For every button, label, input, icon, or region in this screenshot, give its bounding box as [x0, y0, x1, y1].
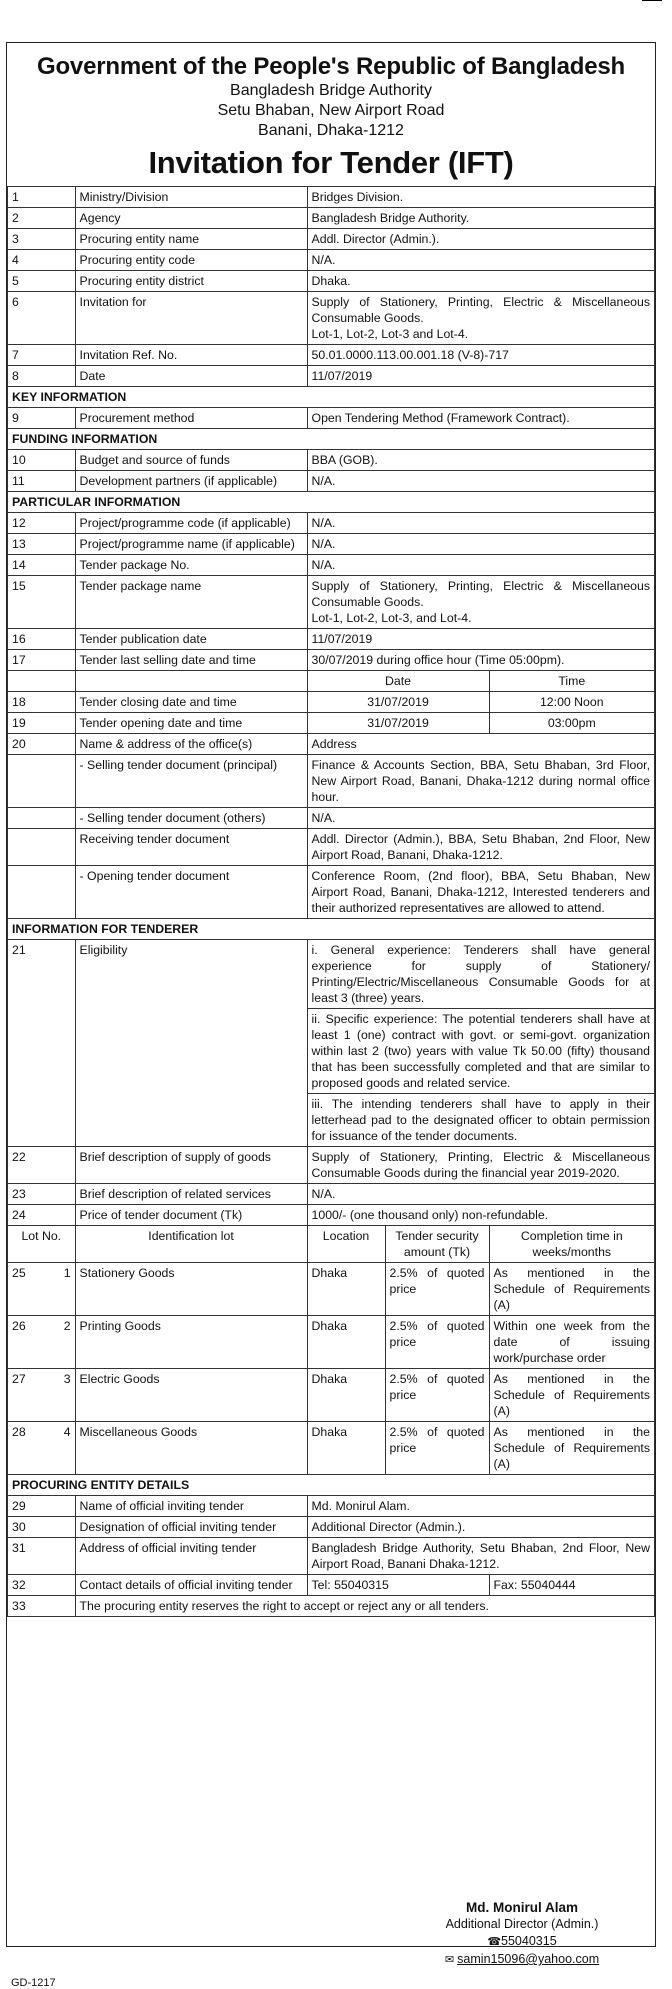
row-label: Tender package No.: [75, 555, 307, 576]
row-label: Contact details of official inviting tender: [75, 1575, 307, 1596]
authority-name: Bangladesh Bridge Authority: [230, 82, 432, 99]
row-number: 8: [8, 366, 76, 387]
envelope-icon: ✉: [444, 1954, 458, 1966]
row-number: 12: [8, 513, 76, 534]
row-value: N/A.: [307, 250, 654, 271]
row-label: [75, 671, 307, 692]
section-title: PARTICULAR INFORMATION: [8, 492, 655, 513]
table-row: [8, 366, 655, 387]
table-row: [8, 1596, 655, 1617]
table-row: [8, 650, 655, 671]
row-number: 1: [8, 187, 76, 208]
section-header: [8, 387, 655, 408]
row-number: 22: [8, 1147, 76, 1184]
row-number-value: 26: [12, 1319, 26, 1333]
row-label: Brief description of related services: [75, 1184, 307, 1205]
row-number: 11: [8, 471, 76, 492]
table-row: [8, 292, 655, 345]
row-label: Receiving tender document: [75, 829, 307, 866]
row-number: [8, 671, 76, 692]
table-row: [8, 1496, 655, 1517]
row-number: 20: [8, 734, 76, 755]
row-value: Bangladesh Bridge Authority.: [307, 208, 654, 229]
lot-row: [8, 1316, 655, 1369]
ift-table: [7, 186, 655, 1617]
table-row: [8, 513, 655, 534]
table-row: [8, 1205, 655, 1226]
reservation-clause: The procuring entity reserves the right to accept or reject any or all tenders.: [75, 1596, 654, 1617]
row-value: 1000/- (one thousand only) non-refundable.: [307, 1205, 654, 1226]
row-number: 13: [8, 534, 76, 555]
row-number: 23: [8, 1184, 76, 1205]
table-row: [8, 345, 655, 366]
row-label: Address of official inviting tender: [75, 1538, 307, 1575]
table-row: [8, 671, 655, 692]
row-value: 30/07/2019 during office hour (Time 05:00pm).: [307, 650, 654, 671]
email-address[interactable]: samin15096@yahoo.com: [457, 1952, 600, 1966]
date-header: Date: [307, 671, 489, 692]
notice-title: Invitation for Tender (IFT): [148, 145, 514, 180]
row-value: Addl. Director (Admin.).: [307, 229, 654, 250]
table-row: [8, 271, 655, 292]
table-row: [8, 940, 655, 1009]
lot-location: Dhaka: [307, 1369, 385, 1422]
row-number: [8, 1316, 76, 1369]
row-number: 29: [8, 1496, 76, 1517]
row-value: N/A.: [307, 555, 654, 576]
gd-code: GD-1217: [11, 1977, 56, 1989]
row-value: N/A.: [307, 513, 654, 534]
section-title: INFORMATION FOR TENDERER: [8, 919, 655, 940]
lot-number: 3: [63, 1372, 71, 1386]
table-row: [8, 629, 655, 650]
table-row: [8, 734, 655, 755]
row-number-value: 28: [12, 1425, 26, 1439]
authority-address-line2: Banani, Dhaka-1212: [258, 122, 404, 139]
row-label: Procuring entity code: [75, 250, 307, 271]
row-label: Ministry/Division: [75, 187, 307, 208]
lot-no-header: Lot No.: [8, 1226, 76, 1263]
row-value: 50.01.0000.113.00.001.18 (V-8)-717: [307, 345, 654, 366]
eligibility-specific: ii. Specific experience: The potential tenderers shall have at least 1 (one) contract with govt. or semi-govt. organization within last 2 (two) years with value Tk 50.00 (fifty) thousand that has been successfully completed and that are similar to proposed goods and related service.: [307, 1009, 654, 1094]
closing-date: 31/07/2019: [307, 692, 489, 713]
section-header: [8, 1475, 655, 1496]
table-row: [8, 1147, 655, 1184]
section-header: [8, 919, 655, 940]
row-number: 14: [8, 555, 76, 576]
signatory-email: [412, 1951, 632, 1969]
row-label: Brief description of supply of goods: [75, 1147, 307, 1184]
row-number: [8, 755, 76, 808]
row-label: Eligibility: [75, 940, 307, 1147]
lot-identification: Printing Goods: [75, 1316, 307, 1369]
row-number: 16: [8, 629, 76, 650]
row-number: 21: [8, 940, 76, 1147]
table-row: [8, 692, 655, 713]
lot-number: 2: [63, 1319, 71, 1333]
security-header: Tender security amount (Tk): [385, 1226, 489, 1263]
table-row: [8, 866, 655, 919]
row-number: 15: [8, 576, 76, 629]
table-row: [8, 450, 655, 471]
table-row: [8, 1538, 655, 1575]
notice-header: [7, 53, 655, 183]
row-value: Finance & Accounts Section, BBA, Setu Bhaban, 3rd Floor, New Airport Road, Banani, Dhaka-1212 during normal office hour.: [307, 755, 654, 808]
row-number: 7: [8, 345, 76, 366]
row-label: Price of tender document (Tk): [75, 1205, 307, 1226]
row-number: [8, 808, 76, 829]
lot-security: 2.5% of quoted price: [385, 1263, 489, 1316]
row-number: [8, 1263, 76, 1316]
row-value: Dhaka.: [307, 271, 654, 292]
lot-security: 2.5% of quoted price: [385, 1422, 489, 1475]
section-title: FUNDING INFORMATION: [8, 429, 655, 450]
lot-identification: Stationery Goods: [75, 1263, 307, 1316]
table-row: [8, 250, 655, 271]
row-value-lots: Lot-1, Lot-2, Lot-3, and Lot-4.: [311, 611, 472, 625]
authority-address-line1: Setu Bhaban, New Airport Road: [217, 102, 445, 119]
row-value: 11/07/2019: [307, 366, 654, 387]
signatory-name: Md. Monirul Alam: [466, 1900, 578, 1915]
lot-completion: As mentioned in the Schedule of Requirements (A): [489, 1263, 654, 1316]
row-number: 9: [8, 408, 76, 429]
section-title: PROCURING ENTITY DETAILS: [8, 1475, 655, 1496]
lot-location: Dhaka: [307, 1316, 385, 1369]
row-value: N/A.: [307, 808, 654, 829]
row-value: Additional Director (Admin.).: [307, 1517, 654, 1538]
lot-completion: Within one week from the date of issuing work/purchase order: [489, 1316, 654, 1369]
signatory-phone: [412, 1933, 632, 1951]
row-value: BBA (GOB).: [307, 450, 654, 471]
row-number: 32: [8, 1575, 76, 1596]
lot-completion: As mentioned in the Schedule of Requirements (A): [489, 1422, 654, 1475]
lot-number: 1: [63, 1266, 71, 1280]
lot-completion: As mentioned in the Schedule of Requirements (A): [489, 1369, 654, 1422]
row-label: - Opening tender document: [75, 866, 307, 919]
row-label: Name of official inviting tender: [75, 1496, 307, 1517]
row-label: Budget and source of funds: [75, 450, 307, 471]
row-label: Procuring entity district: [75, 271, 307, 292]
row-label: Tender last selling date and time: [75, 650, 307, 671]
row-value: Bridges Division.: [307, 187, 654, 208]
row-number: 31: [8, 1538, 76, 1575]
row-value: N/A.: [307, 1184, 654, 1205]
row-value: N/A.: [307, 534, 654, 555]
row-label: Tender publication date: [75, 629, 307, 650]
row-label: Project/programme name (if applicable): [75, 534, 307, 555]
phone-icon: ☎: [487, 1936, 502, 1948]
eligibility-general: i. General experience: Tenderers shall have general experience for supply of Stationery/ Printing/Electric/Miscellaneous Consumable Goods for at least 3 (three) years.: [307, 940, 654, 1009]
row-number: 17: [8, 650, 76, 671]
row-number: 4: [8, 250, 76, 271]
completion-header: Completion time in weeks/months: [489, 1226, 654, 1263]
row-number: 30: [8, 1517, 76, 1538]
lot-header-row: [8, 1226, 655, 1263]
row-label: Development partners (if applicable): [75, 471, 307, 492]
table-row: [8, 576, 655, 629]
row-value-lots: Lot-1, Lot-2, Lot-3 and Lot-4.: [311, 327, 469, 341]
identification-header: Identification lot: [75, 1226, 307, 1263]
row-label: Project/programme code (if applicable): [75, 513, 307, 534]
signatory-designation: Additional Director (Admin.): [445, 1917, 599, 1931]
lot-location: Dhaka: [307, 1422, 385, 1475]
row-value: N/A.: [307, 471, 654, 492]
row-value: Md. Monirul Alam.: [307, 1496, 654, 1517]
table-row: [8, 755, 655, 808]
table-row: [8, 1517, 655, 1538]
row-label: Tender opening date and time: [75, 713, 307, 734]
lot-location: Dhaka: [307, 1263, 385, 1316]
tender-notice: [6, 42, 656, 1989]
row-number: [8, 866, 76, 919]
row-value: [307, 292, 654, 345]
table-row: [8, 408, 655, 429]
row-value: Addl. Director (Admin.), BBA, Setu Bhaban, 2nd Floor, New Airport Road, Banani, Dhaka-1212.: [307, 829, 654, 866]
lot-identification: Electric Goods: [75, 1369, 307, 1422]
lot-security: 2.5% of quoted price: [385, 1316, 489, 1369]
top-rule: [642, 0, 662, 1]
row-value: [307, 576, 654, 629]
row-label: Tender closing date and time: [75, 692, 307, 713]
row-label: - Selling tender document (others): [75, 808, 307, 829]
row-label: Invitation for: [75, 292, 307, 345]
row-number: 10: [8, 450, 76, 471]
row-value-text: Supply of Stationery, Printing, Electric & Miscellaneous Consumable Goods.: [311, 295, 650, 325]
eligibility-permission: iii. The intending tenderers shall have to apply in their letterhead pad to the designated officer to obtain permission for issuance of the tender documents.: [307, 1094, 654, 1147]
row-number: 24: [8, 1205, 76, 1226]
government-title: Government of the People's Republic of Bangladesh: [37, 53, 625, 80]
lot-identification: Miscellaneous Goods: [75, 1422, 307, 1475]
closing-time: 12:00 Noon: [489, 692, 654, 713]
row-label: Date: [75, 366, 307, 387]
signature-block: [412, 1899, 632, 1969]
row-number: 3: [8, 229, 76, 250]
lot-row: [8, 1422, 655, 1475]
row-number: [8, 829, 76, 866]
opening-time: 03:00pm: [489, 713, 654, 734]
location-header: Location: [307, 1226, 385, 1263]
row-value: Address: [307, 734, 654, 755]
opening-date: 31/07/2019: [307, 713, 489, 734]
table-row: [8, 1184, 655, 1205]
table-row: [8, 534, 655, 555]
table-row: [8, 555, 655, 576]
table-row: [8, 713, 655, 734]
row-value-text: Supply of Stationery, Printing, Electric & Miscellaneous Consumable Goods.: [311, 579, 650, 609]
row-number: 2: [8, 208, 76, 229]
section-header: [8, 492, 655, 513]
row-label: - Selling tender document (principal): [75, 755, 307, 808]
section-header: [8, 429, 655, 450]
table-row: [8, 229, 655, 250]
table-row: [8, 829, 655, 866]
row-number: [8, 1422, 76, 1475]
table-row: [8, 208, 655, 229]
row-number: [8, 1369, 76, 1422]
table-row: [8, 808, 655, 829]
table-row: [8, 187, 655, 208]
contact-tel: Tel: 55040315: [307, 1575, 489, 1596]
lot-number: 4: [63, 1425, 71, 1439]
row-value: Conference Room, (2nd floor), BBA, Setu Bhaban, New Airport Road, Banani, Dhaka-1212, Interested tenderers and their authorized representatives are allowed to attend.: [307, 866, 654, 919]
section-title: KEY INFORMATION: [8, 387, 655, 408]
table-row: [8, 471, 655, 492]
lot-security: 2.5% of quoted price: [385, 1369, 489, 1422]
row-value: Bangladesh Bridge Authority, Setu Bhaban, 2nd Floor, New Airport Road, Banani Dhaka-1212.: [307, 1538, 654, 1575]
row-number: 18: [8, 692, 76, 713]
row-label: Name & address of the office(s): [75, 734, 307, 755]
time-header: Time: [489, 671, 654, 692]
row-number-value: 27: [12, 1372, 26, 1386]
phone-number: 55040315: [501, 1934, 557, 1948]
row-label: Procurement method: [75, 408, 307, 429]
row-label: Agency: [75, 208, 307, 229]
row-value: Supply of Stationery, Printing, Electric & Miscellaneous Consumable Goods during the financial year 2019-2020.: [307, 1147, 654, 1184]
row-label: Invitation Ref. No.: [75, 345, 307, 366]
row-number-value: 25: [12, 1266, 26, 1280]
row-value: Open Tendering Method (Framework Contract).: [307, 408, 654, 429]
row-number: 6: [8, 292, 76, 345]
row-label: Tender package name: [75, 576, 307, 629]
contact-fax: Fax: 55040444: [489, 1575, 654, 1596]
row-value: 11/07/2019: [307, 629, 654, 650]
row-number: 5: [8, 271, 76, 292]
row-label: Procuring entity name: [75, 229, 307, 250]
row-label: Designation of official inviting tender: [75, 1517, 307, 1538]
lot-row: [8, 1263, 655, 1316]
table-row: [8, 1575, 655, 1596]
row-number: 33: [8, 1596, 76, 1617]
row-number: 19: [8, 713, 76, 734]
lot-row: [8, 1369, 655, 1422]
